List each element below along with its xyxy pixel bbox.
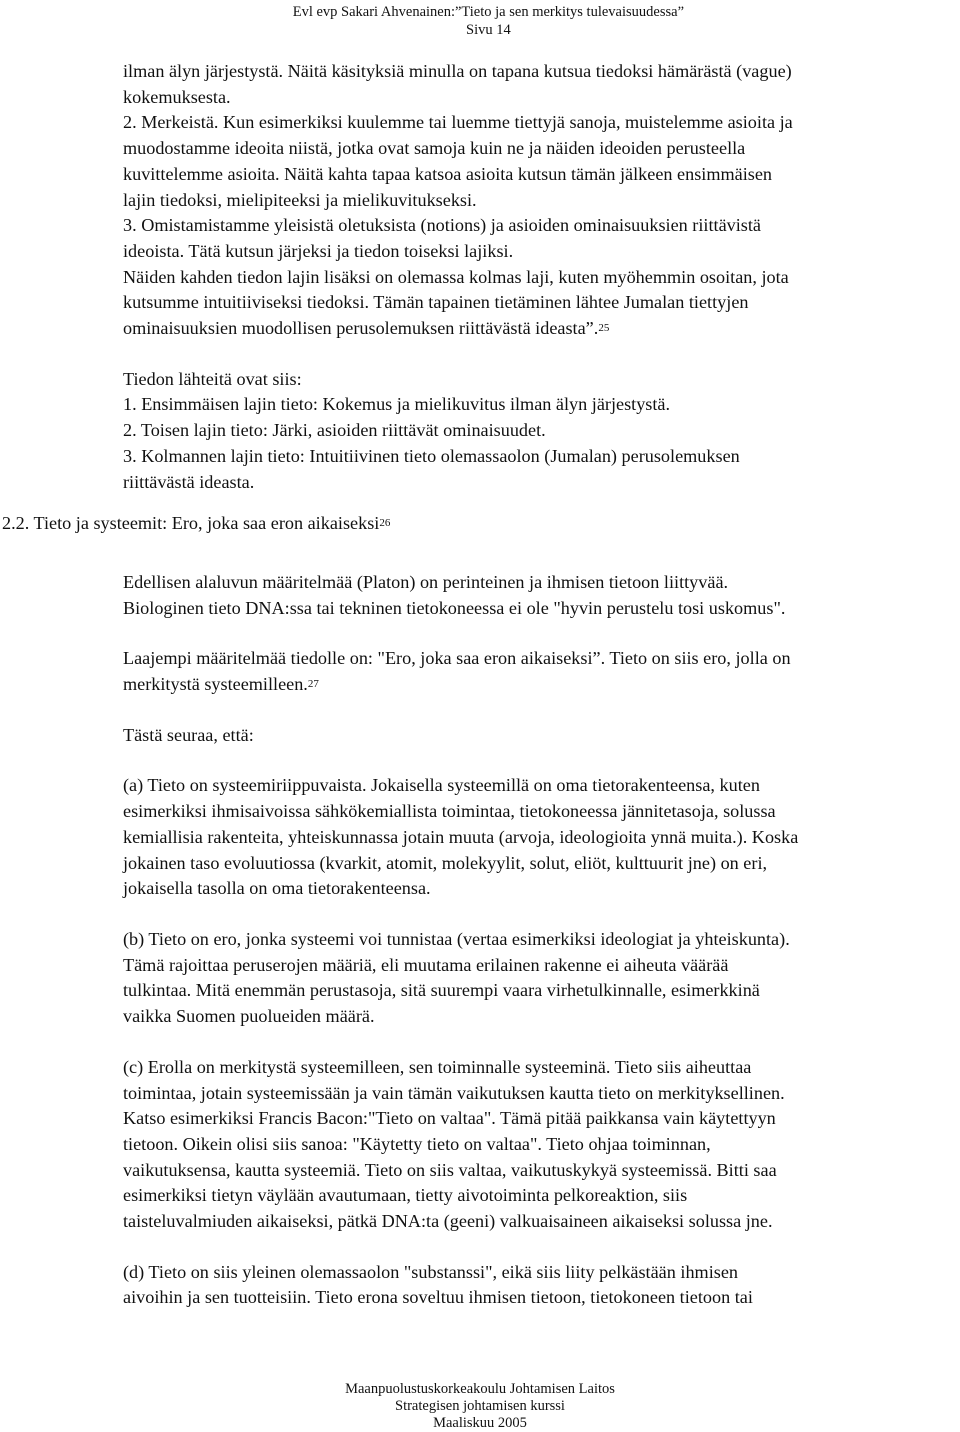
text-line [123,316,953,342]
paragraph-c [123,1055,953,1235]
text-line: esimerkiksi ihmisaivoissa sähkökemiallista toimintaa, tietokoneessa jännitetasoja, solussa [123,801,776,822]
text-line: Näiden kahden tiedon lajin lisäksi on olemassa kolmas laji, kuten myöhemmin osoitan, jota [123,266,789,287]
paragraph-intro [123,59,953,342]
text-line [123,672,953,698]
text-line: esimerkiksi tietyn väylään avautumaan, tietty aivotoiminta pelkoreaktion, siis [123,1185,688,1206]
footnote-ref-27[interactable]: 27 [307,678,319,691]
list-item: riittävästä ideasta. [123,471,255,492]
document-body [2,59,953,1311]
text-line: (a) Tieto on systeemiriippuvaista. Jokaisella systeemillä on oma tietorakenteensa, kuten [123,775,760,796]
text-line: toimintaa, jotain systeemissään ja vain tämän vaikutuksen kautta tieto on merkityksellinen. [123,1082,785,1103]
text-line: Biologinen tieto DNA:ssa tai tekninen tietokoneessa ei ole "hyvin perustelu tosi uskomus". [123,597,786,618]
paragraph-a [123,773,953,902]
text-line-content: merkitystä systeemilleen. [123,674,308,695]
text-line: tulkintaa. Mitä enemmän perustasoja, sitä suurempi vaara virhetulkinnalle, esimerkkinä [123,980,760,1001]
text-line: Katso esimerkiksi Francis Bacon:"Tieto on valtaa". Tämä pitää paikkansa vain käytettyyn [123,1108,776,1129]
text-line: Laajempi määritelmää tiedolle on: "Ero, joka saa eron aikaiseksi”. Tieto on siis ero, jolla on [123,648,791,669]
paragraph-b [123,927,953,1030]
text-line: lajin tiedoksi, mielipiteeksi ja mielikuvitukseksi. [123,189,477,210]
footer-institution: Maanpuolustuskorkeakoulu Johtamisen Laitos [345,1381,615,1397]
paragraph-broader-definition [123,646,953,697]
text-line: vaikutuksensa, kautta systeemiä. Tieto on siis valtaa, vaikutuskykyä systeemissä. Bitti saa [123,1159,777,1180]
section-heading-text: 2.2. Tieto ja systeemit: Ero, joka saa eron aikaiseksi [2,513,380,534]
text-line: kokemuksesta. [123,86,231,107]
paragraph-definition [123,570,953,621]
text-line: (c) Erolla on merkitystä systeemilleen, sen toiminnalle systeeminä. Tieto siis aiheuttaa [123,1056,752,1077]
text-line: muodostamme ideoita niistä, jotka ovat samoja kuin ne ja näiden ideoiden perusteella [123,138,746,159]
header-title: Evl evp Sakari Ahvenainen:”Tieto ja sen merkitys tulevaisuudessa” [292,4,684,20]
footer-course: Strategisen johtamisen kurssi [395,1398,565,1414]
footnote-ref-26[interactable]: 26 [379,517,391,530]
text-line: ideoista. Tätä kutsun järjeksi ja tiedon toiseksi lajiksi. [123,240,514,261]
text-line: (b) Tieto on ero, jonka systeemi voi tunnistaa (vertaa esimerkiksi ideologiat ja yhteiskunta). [123,928,790,949]
paragraph-consequence: Tästä seuraa, että: [123,724,254,745]
text-line: (d) Tieto on siis yleinen olemassaolon "substanssi", eikä siis liity pelkästään ihmisen [123,1261,738,1282]
text-line: taisteluvalmiuden aikaiseksi, pätkä DNA:ta (geeni) valkuaisaineen aikaiseksi solussa jne. [123,1211,773,1232]
text-line-content: ominaisuuksien muodollisen perusolemuksen riittävästä ideasta”. [123,318,599,339]
text-line: kemiallisia rakenteita, yhteiskunnassa jotain muuta (arvoja, ideologioita ynnä muita.). Koska [123,826,799,847]
text-line: jokaisella tasolla on oma tietorakenteensa. [123,878,431,899]
page-header [293,3,684,39]
section-heading [2,511,953,537]
sources-title: Tiedon lähteitä ovat siis: [123,368,302,389]
text-line: jokainen taso evoluutiossa (kvarkit, atomit, molekyylit, solut, eliöt, kulttuurit jne) on eri, [123,852,768,873]
text-line: ilman älyn järjestystä. Näitä käsityksiä minulla on tapana kutsua tiedoksi hämärästä (vague) [123,61,792,81]
text-line: 3. Omistamistamme yleisistä oletuksista (notions) ja asioiden ominaisuuksien riittävistä [123,215,761,236]
list-item: 3. Kolmannen lajin tieto: Intuitiivinen tieto olemassaolon (Jumalan) perusolemuksen [123,445,740,466]
text-line: 2. Merkeistä. Kun esimerkiksi kuulemme tai luemme tiettyjä sanoja, muistelemme asioita ja [123,112,793,133]
text-line: kutsumme intuitiiviseksi tiedoksi. Tämän tapainen tietäminen lähtee Jumalan tiettyjen [123,292,749,313]
text-line: tietoon. Oikein olisi siis sanoa: "Käytetty tieto on valtaa". Tieto ohjaa toiminnan, [123,1133,711,1154]
sources-list [123,367,953,496]
text-line: Edellisen alaluvun määritelmää (Platon) on perinteinen ja ihmisen tietoon liittyvää. [123,571,729,592]
page-number: Sivu 14 [466,22,511,38]
list-item: 2. Toisen lajin tieto: Järki, asioiden riittävät ominaisuudet. [123,420,546,441]
footnote-ref-25[interactable]: 25 [598,322,610,335]
text-line: Tämä rajoittaa peruserojen määriä, eli muutama erilainen rakenne ei aiheuta väärää [123,954,729,975]
text-line: aivoihin ja sen tuotteisiin. Tieto erona soveltuu ihmisen tietoon, tietokoneen tietoon tai [123,1287,753,1308]
list-item: 1. Ensimmäisen lajin tieto: Kokemus ja mielikuvitus ilman älyn järjestystä. [123,394,671,415]
paragraph-d [123,1260,953,1311]
page-footer [300,1381,660,1432]
text-line: vaikka Suomen puolueiden määrä. [123,1006,375,1027]
text-line: kuvittelemme asioita. Näitä kahta tapaa katsoa asioita kutsun tämän jälkeen ensimmäisen [123,163,772,184]
footer-date: Maaliskuu 2005 [433,1415,527,1431]
